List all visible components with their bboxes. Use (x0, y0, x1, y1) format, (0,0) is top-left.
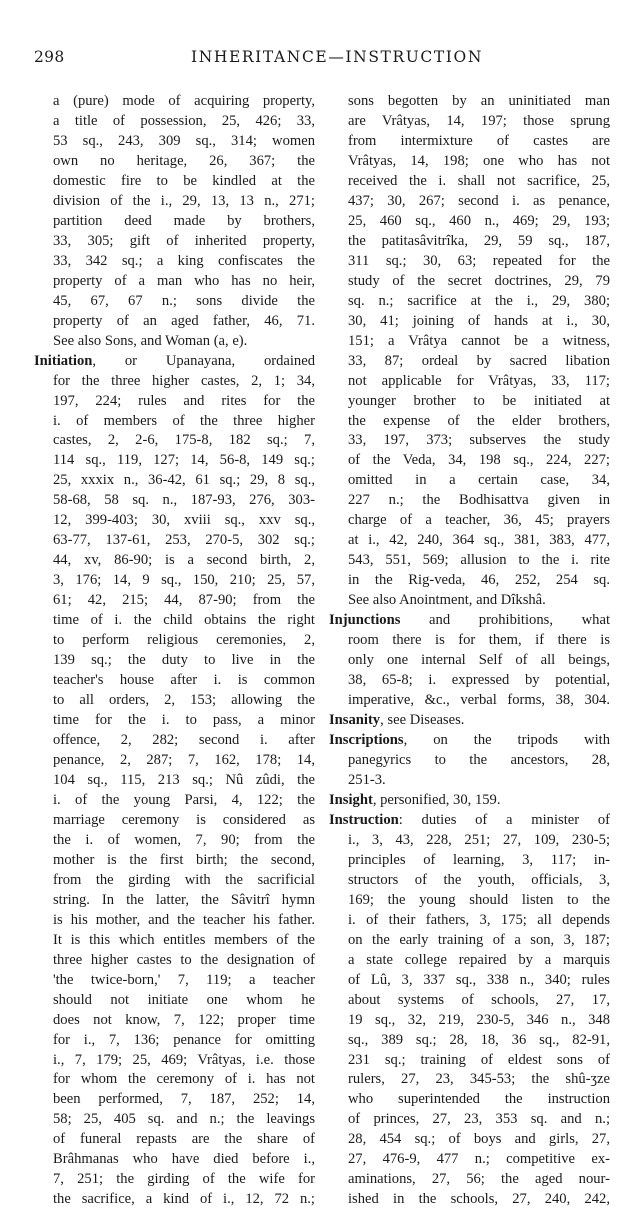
line-text: on the early training of a son, 3, 187; (348, 931, 610, 948)
index-line (34, 931, 315, 951)
line-text: to all orders, 2, 153; allowing the (53, 692, 315, 709)
index-line (329, 232, 610, 252)
page-header (34, 48, 610, 72)
index-line (34, 851, 315, 871)
index-line (34, 671, 315, 691)
line-text: from intermixture of castes are (348, 132, 610, 149)
line-text: 58-68, 58 sq. n., 187-93, 276, 303- (53, 492, 315, 509)
index-line (329, 711, 610, 731)
index-line (329, 412, 610, 432)
index-line (329, 611, 610, 631)
entry-headword: Insight (329, 791, 373, 808)
line-text: the patitasâvitrîka, 29, 59 sq., 187, (348, 232, 610, 249)
line-text: 12, 399-403; 30, xviii sq., xxv sq., (53, 512, 315, 529)
index-line (329, 651, 610, 671)
entry-headword: Insanity (329, 712, 381, 729)
line-text: castes, 2, 2-6, 175-8, 182 sq.; 7, (53, 432, 315, 449)
line-text: penance, 2, 287; 7, 162, 178; 14, (53, 751, 315, 768)
line-text: at i., 42, 240, 364 sq., 381, 383, 477, (348, 532, 610, 549)
line-text: 28, 454 sq.; of boys and girls, 27, (348, 1131, 610, 1148)
line-text: the expense of the elder brothers, (348, 412, 610, 429)
line-text: 58; 25, 405 sq. and n.; the leavings (53, 1111, 315, 1128)
line-text: the sacrifice, a kind of i., 12, 72 n.; (53, 1191, 315, 1208)
index-line (329, 1150, 610, 1170)
index-line (329, 292, 610, 312)
line-text: 53 sq., 243, 309 sq., 314; women (53, 132, 315, 149)
line-text: time for the i. to pass, a minor (53, 712, 315, 729)
index-line (34, 451, 315, 471)
line-text: 25, xxxix n., 36-42, 61 sq.; 29, 8 sq., (53, 472, 315, 489)
index-line (34, 951, 315, 971)
line-text: Vrâtyas, 14, 198; one who has not (348, 152, 610, 169)
line-text: domestic fire to be kindled at the (53, 172, 315, 189)
index-line (329, 112, 610, 132)
line-text: panegyrics to the ancestors, 28, (348, 751, 610, 768)
index-line (329, 531, 610, 551)
line-text: 227 n.; the Bodhisattva given in (348, 492, 610, 509)
index-line (34, 991, 315, 1011)
index-line (329, 92, 610, 112)
index-line (34, 112, 315, 132)
line-text: not applicable for Vrâtyas, 33, 117; (348, 372, 610, 389)
index-line (34, 1170, 315, 1190)
line-text: 33, 342 sq.; a king confiscates the (53, 252, 315, 269)
line-text: imperative, &c., verbal forms, 38, 304. (348, 692, 610, 709)
index-line (34, 631, 315, 651)
line-text: is his mother, and the teacher his father. (53, 911, 315, 928)
line-text: room there is for them, if there is (348, 632, 610, 649)
line-text: 30, 41; joining of hands at i., 30, (348, 312, 610, 329)
line-text: principles of learning, 3, 117; in- (348, 851, 610, 868)
line-text: , personified, 30, 159. (372, 791, 501, 808)
line-text: the i. of women, 7, 90; from the (53, 831, 315, 848)
line-text: i. of members of the three higher (53, 412, 315, 429)
line-text: received the i. shall not sacrifice, 25, (348, 172, 610, 189)
index-line (34, 1190, 315, 1210)
index-line (34, 1090, 315, 1110)
line-text: and prohibitions, what (400, 612, 610, 629)
index-line (34, 971, 315, 991)
line-text: 61; 42, 215; 44, 87-90; from the (53, 592, 315, 609)
line-text: property of a man who has no heir, (53, 272, 315, 289)
line-text: 33, 197, 373; subserves the study (348, 432, 610, 449)
index-line (329, 312, 610, 332)
index-line (34, 1051, 315, 1071)
line-text: i., 7, 179; 25, 469; Vrâtyas, i.e. those (53, 1051, 315, 1068)
index-line (34, 372, 315, 392)
left-column (34, 92, 315, 1210)
index-line (329, 911, 610, 931)
line-text: 231 sq.; training of eldest sons of (348, 1051, 610, 1068)
line-text: offence, 2, 282; second i. after (53, 732, 315, 748)
line-text: i. of their fathers, 3, 175; all depends (348, 911, 610, 928)
line-text: marriage ceremony is considered as (53, 811, 315, 828)
index-line (34, 651, 315, 671)
index-line (329, 1090, 610, 1110)
entry-headword: Inscriptions (329, 732, 404, 748)
index-line (329, 771, 610, 791)
index-line (329, 591, 610, 611)
index-line (34, 1031, 315, 1051)
line-text: 33, 305; gift of inherited property, (53, 232, 315, 249)
line-text: mother is the first birth; the second, (53, 851, 315, 868)
line-text: aminations, 27, 56; the aged nour- (348, 1171, 610, 1188)
line-text: in the Rig-veda, 46, 252, 254 sq. (348, 572, 610, 589)
line-text: 151; a Vrâtya cannot be a witness, (348, 332, 610, 349)
line-text: See also Anointment, and Dîkshâ. (348, 592, 546, 609)
line-text: sq. n.; sacrifice at the i., 29, 380; (348, 292, 610, 309)
index-line (329, 1170, 610, 1190)
index-line (34, 491, 315, 511)
index-line (34, 911, 315, 931)
index-line (329, 1190, 610, 1210)
index-line (34, 691, 315, 711)
index-line (34, 132, 315, 152)
line-text: partition deed made by brothers, (53, 212, 315, 229)
line-text: time of i. the child obtains the right (53, 612, 315, 629)
index-line (34, 891, 315, 911)
index-line (34, 412, 315, 432)
line-text: for the three higher castes, 2, 1; 34, (53, 372, 315, 389)
index-line (34, 811, 315, 831)
index-line (34, 731, 315, 751)
line-text: rulers, 27, 23, 345-53; the shû-ʒze (348, 1071, 610, 1088)
index-line (329, 571, 610, 591)
line-text: three higher castes to the designation of (53, 951, 315, 968)
index-line (34, 212, 315, 232)
line-text: who superintended the instruction (348, 1091, 610, 1108)
index-line (34, 771, 315, 791)
index-line (329, 152, 610, 172)
line-text: of the Veda, 34, 198 sq., 224, 227; (348, 452, 610, 469)
index-line (329, 431, 610, 451)
line-text: to perform religious ceremonies, 2, (53, 632, 315, 649)
index-line (34, 332, 315, 352)
line-text: 63-77, 137-61, 253, 270-5, 302 sq.; (53, 532, 315, 549)
right-column (329, 92, 610, 1210)
line-text: structors of the youth, officials, 3, (348, 871, 610, 888)
index-line (329, 991, 610, 1011)
index-line (329, 731, 610, 751)
line-text: division of the i., 29, 13, 13 n., 271; (53, 192, 315, 209)
line-text: 'the twice-born,' 7, 119; a teacher (53, 971, 315, 988)
index-line (329, 891, 610, 911)
index-line (329, 212, 610, 232)
index-line (34, 1011, 315, 1031)
line-text: 25, 460 sq., 460 n., 469; 29, 193; (348, 212, 610, 229)
line-text: string. In the latter, the Sâvitrî hymn (53, 891, 315, 908)
line-text: 437; 30, 267; second i. as penance, (348, 192, 610, 209)
entry-headword: Instruction (329, 811, 399, 828)
index-line (329, 931, 610, 951)
page-number: 298 (34, 48, 65, 66)
line-text: does not know, 7, 122; proper time (53, 1011, 315, 1028)
index-line (329, 831, 610, 851)
index-line (34, 232, 315, 252)
index-line (329, 491, 610, 511)
index-line (34, 551, 315, 571)
line-text: i., 3, 43, 228, 251; 27, 109, 230-5; (348, 831, 610, 848)
line-text: , see Diseases. (380, 712, 465, 729)
index-line (329, 132, 610, 152)
line-text: for whom the ceremony of i. has not (53, 1071, 315, 1088)
index-line (34, 272, 315, 292)
index-line (329, 392, 610, 412)
index-line (34, 531, 315, 551)
line-text: from the girding with the sacrificial (53, 871, 315, 888)
line-text: been performed, 7, 187, 252; 14, (53, 1091, 315, 1108)
line-text: for i., 7, 136; penance for omitting (53, 1031, 315, 1048)
index-line (34, 392, 315, 412)
index-line (34, 431, 315, 451)
index-line (329, 951, 610, 971)
index-line (34, 571, 315, 591)
line-text: should not initiate one whom he (53, 991, 315, 1008)
index-line (34, 1110, 315, 1130)
index-line (34, 831, 315, 851)
line-text: 543, 551, 569; allusion to the i. rite (348, 552, 610, 569)
index-line (34, 871, 315, 891)
index-line (34, 152, 315, 172)
line-text: Brâhmanas who have died before i., (53, 1151, 315, 1168)
line-text: 38, 65-8; i. expressed by potential, (348, 672, 610, 689)
index-line (34, 1150, 315, 1170)
index-line (329, 252, 610, 272)
index-line (329, 471, 610, 491)
line-text: , or Upanayana, ordained (92, 352, 315, 369)
line-text: of princes, 27, 23, 353 sq. and n.; (348, 1111, 610, 1128)
index-line (329, 272, 610, 292)
line-text: property of an aged father, 46, 71. (53, 312, 315, 329)
line-text: a title of possession, 25, 426; 33, (53, 112, 315, 129)
line-text: study of the secret doctrines, 29, 79 (348, 272, 610, 289)
line-text: sons begotten by an uninitiated man (348, 93, 610, 109)
index-line (34, 711, 315, 731)
line-text: of Lû, 3, 337 sq., 338 n., 340; rules (348, 971, 610, 988)
running-head: INHERITANCE—INSTRUCTION (191, 48, 483, 66)
line-text: 197, 224; rules and rites for the (53, 392, 315, 409)
index-line (329, 811, 610, 831)
index-line (329, 1130, 610, 1150)
line-text: 19 sq., 32, 219, 230-5, 346 n., 348 (348, 1011, 610, 1028)
index-line (34, 312, 315, 332)
index-line (34, 252, 315, 272)
index-line (34, 471, 315, 491)
index-line (34, 751, 315, 771)
index-line (329, 451, 610, 471)
line-text: 114 sq., 119, 127; 14, 56-8, 149 sq.; (53, 452, 315, 469)
line-text: 3, 176; 14, 9 sq., 150, 210; 25, 57, (53, 572, 315, 589)
line-text: 7, 251; the girding of the wife for (53, 1171, 315, 1188)
index-line (329, 1070, 610, 1090)
index-line (329, 511, 610, 531)
entry-headword: Initiation (34, 352, 93, 369)
line-text: omitted in a certain case, 34, (348, 472, 610, 489)
line-text: teacher's house after i. is common (53, 672, 315, 689)
line-text: : duties of a minister of (398, 811, 610, 828)
index-line (329, 1031, 610, 1051)
line-text: 44, xv, 86-90; is a second birth, 2, (53, 552, 315, 569)
line-text: It is this which entitles members of the (53, 931, 315, 948)
index-line (329, 751, 610, 771)
index-line (329, 332, 610, 352)
index-line (329, 372, 610, 392)
index-line (329, 691, 610, 711)
line-text: 251-3. (348, 771, 386, 788)
index-line (34, 192, 315, 212)
line-text: charge of a teacher, 36, 45; prayers (348, 512, 610, 529)
index-line (34, 1130, 315, 1150)
index-line (34, 791, 315, 811)
index-line (329, 671, 610, 691)
index-line (34, 92, 315, 112)
line-text: sq., 389 sq.; 28, 18, 36 sq., 82-91, (348, 1031, 610, 1048)
index-line (329, 192, 610, 212)
line-text: only one internal Self of all beings, (348, 652, 610, 669)
line-text: 104 sq., 115, 213 sq.; Nû zûdi, the (53, 771, 315, 788)
index-line (329, 352, 610, 372)
index-line (34, 352, 315, 372)
entry-headword: Injunctions (329, 612, 401, 629)
index-line (329, 851, 610, 871)
index-line (329, 871, 610, 891)
line-text: , on the tripods with (403, 732, 610, 748)
index-line (34, 611, 315, 631)
index-line (329, 1110, 610, 1130)
index-line (34, 1070, 315, 1090)
line-text: See also Sons, and Woman (a, e). (53, 332, 248, 349)
line-text: a state college repaired by a marquis (348, 951, 610, 968)
index-line (329, 971, 610, 991)
index-line (329, 791, 610, 811)
index-line (34, 172, 315, 192)
line-text: 45, 67, 67 n.; sons divide the (53, 292, 315, 309)
line-text: own no heritage, 26, 367; the (53, 152, 315, 169)
index-line (329, 551, 610, 571)
line-text: 33, 87; ordeal by sacred libation (348, 352, 610, 369)
index-line (34, 511, 315, 531)
line-text: 311 sq.; 30, 63; repeated for the (348, 252, 610, 269)
index-line (34, 591, 315, 611)
line-text: are Vrâtyas, 14, 197; those sprung (348, 112, 610, 129)
index-line (329, 172, 610, 192)
line-text: 27, 476-9, 477 n.; competitive ex- (348, 1151, 610, 1168)
index-line (34, 292, 315, 312)
line-text: about systems of schools, 27, 17, (348, 991, 610, 1008)
line-text: ished in the schools, 27, 240, 242, (348, 1191, 610, 1208)
line-text: 169; the young should listen to the (348, 891, 610, 908)
index-line (329, 631, 610, 651)
line-text: younger brother to be initiated at (348, 392, 610, 409)
line-text: 139 sq.; the duty to live in the (53, 652, 315, 669)
line-text: of funeral repasts are the share of (53, 1131, 315, 1148)
index-line (329, 1051, 610, 1071)
index-line (329, 1011, 610, 1031)
line-text: a (pure) mode of acquiring property, (53, 93, 315, 109)
line-text: i. of the young Parsi, 4, 122; the (53, 791, 315, 808)
